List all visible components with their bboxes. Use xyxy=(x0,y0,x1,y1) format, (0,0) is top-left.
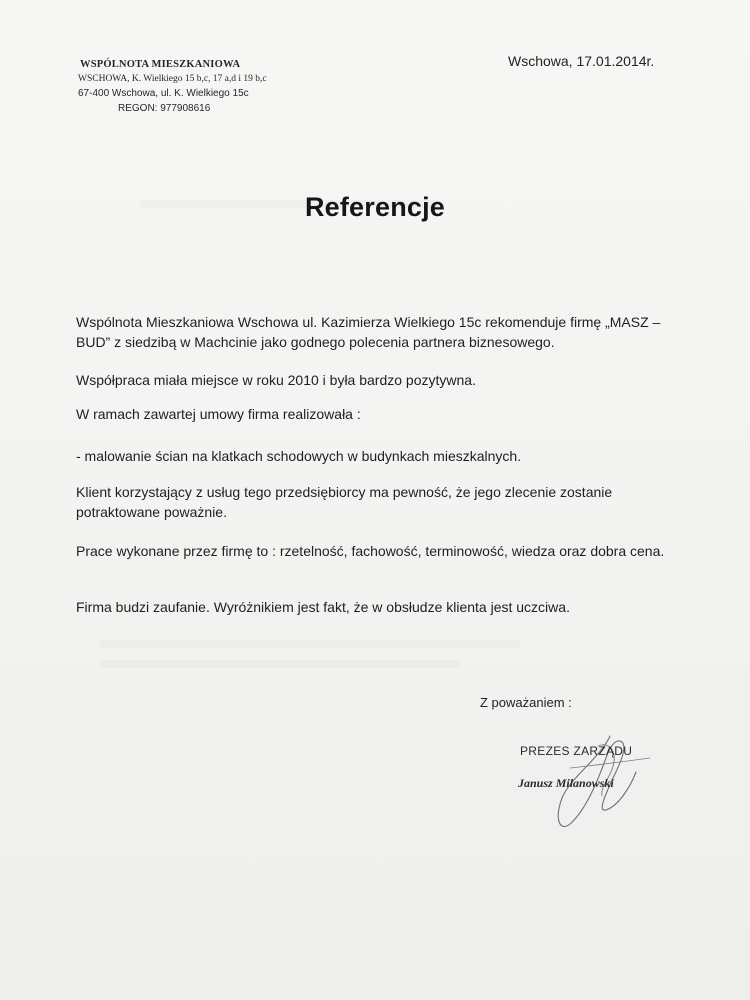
stamp-org-name: WSPÓLNOTA MIESZKANIOWA xyxy=(80,59,241,70)
paragraph: Firma budzi zaufanie. Wyróżnikiem jest fakt, że w obsłudze klienta jest uczciwa. xyxy=(76,599,570,615)
stamp-regon: REGON: 977908616 xyxy=(118,103,211,114)
closing-salutation: Z poważaniem : xyxy=(480,695,572,710)
signatory-role: PREZES ZARZĄDU xyxy=(520,744,633,758)
paragraph: Klient korzystający z usług tego przedsiębiorcy ma pewność, że jego zlecenie zostanie potraktowane poważnie. xyxy=(76,484,613,520)
document-date: Wschowa, 17.01.2014r. xyxy=(508,53,655,69)
paragraph: Prace wykonane przez firmę to : rzetelność, fachowość, terminowość, wiedza oraz dobra cena. xyxy=(76,543,665,559)
bleed-through-mark xyxy=(100,660,460,668)
bleed-through-mark xyxy=(100,640,520,648)
paragraph: Wspólnota Mieszkaniowa Wschowa ul. Kazimierza Wielkiego 15c rekomenduje firmę „MASZ – BUD” z siedzibą w Machcinie jako godnego polecenia partnera biznesowego. xyxy=(76,314,661,350)
organization-stamp xyxy=(78,58,278,116)
stamp-address-line1: WSCHOWA, K. Wielkiego 15 b,c, 17 a,d i 19 b,c xyxy=(78,74,267,84)
stamp-address-line2: 67-400 Wschowa, ul. K. Wielkiego 15c xyxy=(78,88,249,99)
paragraph: W ramach zawartej umowy firma realizowała : xyxy=(76,406,361,422)
paragraph: Współpraca miała miejsce w roku 2010 i była bardzo pozytywna. xyxy=(76,372,476,388)
signatory-name: Janusz Milanowski xyxy=(518,776,614,790)
list-item: - malowanie ścian na klatkach schodowych w budynkach mieszkalnych. xyxy=(76,448,522,464)
document-title: Referencje xyxy=(304,192,446,222)
